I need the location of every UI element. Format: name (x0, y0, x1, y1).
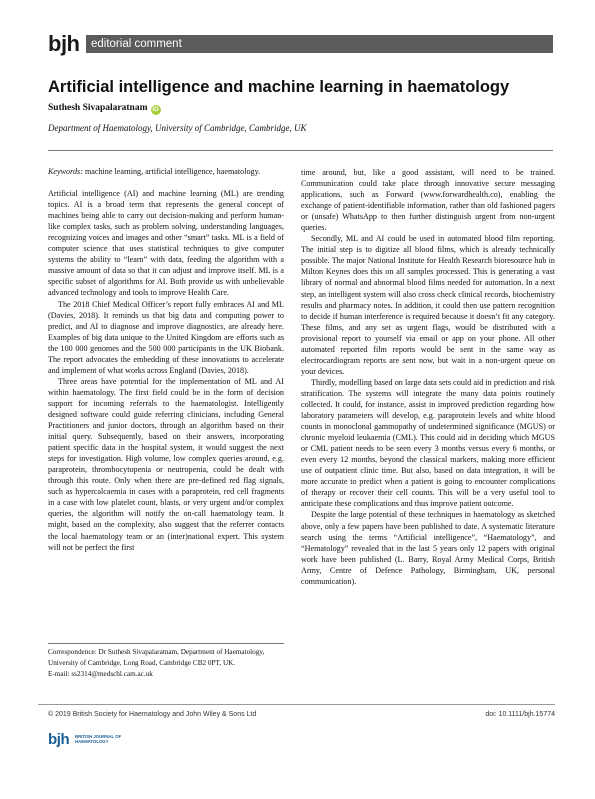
footer-logo-mark: bjh (48, 731, 70, 748)
orcid-icon[interactable]: iD (152, 106, 159, 113)
header-divider (48, 150, 553, 151)
paragraph: Secondly, ML and AI could be used in automated blood film reporting. The initial step is to digitize all blood films, which is already technically possible. The major National Institute for Health Research bioresource hub in Milton Keynes does this on all samples processed. This is generating a vast library of normal and abnormal blood films needed for automation. In a next step, an intelligent system will also cross check clinical records, biochemistry results and pharmacy notes. In addition, it could then use pattern recognition to decide if human interference is required because it doesn’t fit any category. These films, and any set as urgent flags, would be distributed with a provisional report to yourself via email or app on your phone. All other automated reported film reports would be sent in the same way as electrocardiogram reports are sent now, but wait in a non-urgent queue on your devices. (301, 234, 555, 376)
footer-divider (38, 704, 555, 705)
journal-logo: bjh (48, 31, 80, 56)
doi-link[interactable]: doi: 10.1111/bjh.15774 (485, 711, 555, 718)
author-affiliation: Department of Haematology, University of Cambridge, Cambridge, UK (48, 123, 307, 133)
author-name: Suthesh Sivapalaratnam (48, 103, 148, 113)
paragraph: Thirdly, modelling based on large data sets could aid in prediction and risk stratification. The systems will integrate the many data points routinely collected. It could, for instance, assist in improved prediction regarding how laboratory parameters will develop, e.g. paraprotein levels and white blood counts in monoclonal gammopathy of undetermined significance (MGUS) or chronic myeloid leukaemia (CML). This could aid in deciding which MGUS or CML patient needs to be seen every 3 months versus every 6 months, or even every 12 months, beyond the classical markers, making more efficient use of outpatient clinic time. But also, based on data integration, it will be more accurate to predict when a patient is going to encounter complications of therapy or recover their cell counts. This will be a very useful tool to anticipate these complications and thus improve patient outcome. (301, 377, 555, 509)
correspondence-email[interactable]: E-mail: ss2314@medschl.cam.ac.uk (48, 670, 153, 678)
right-column (301, 167, 555, 587)
left-column (48, 166, 284, 553)
correspondence-divider (48, 643, 284, 644)
paragraph: time around, but, like a good assistant, will need to be trained. Communication could take place through innovative secure messaging applications, such as Forward (www.forwardhealth.co), enabling the exchange of patient-identifiable information, rather than old fashioned pagers or (unsafe) WhatsApp to then further distinguish urgent from non-urgent queries. (301, 168, 555, 233)
author-line (48, 102, 161, 116)
paragraph: Three areas have potential for the implementation of ML and AI within haematology. The first field could be in the form of decision support for incoming referrals to the haematologist. Intelligently designed software could guide referring clinicians, including General Practitioners and junior doctors, through an algorithm based on their initial query. Subsequently, based on their answers, incorporating patient specific data in the hospital system, it would suggest the next steps for investigation. High volume, low complex queries around, e.g. paraprotein, thrombocytopenia or neutropenia, could be dealt with through this route. Only when there are pre-defined red flag signals, such as hypercalcaemia in cases with a paraprotein, red cell fragments in a case with low platelet count, blasts, or very urgent and/or complex queries, the algorithm will notify the on-call haematology team. It might, based on the complexity, also suggest that the referrer contacts the local haematology team or an (inter)national expert. This system will not be perfect the first (48, 376, 284, 552)
paragraph: Despite the large potential of these techniques in haematology as sketched above, only a few papers have been published to date. A systematic literature search using the terms “Artificial intelligence”, “Haematology”, and “Hematology” revealed that in the last 5 years only 12 papers with original work have been published (L. Barry, Royal Army Medical Corps, British Army, Centre of Defence Pathology, Birmingham, UK, personal communication). (301, 510, 555, 586)
keywords (48, 166, 284, 177)
article-title: Artificial intelligence and machine learning in haematology (48, 78, 510, 96)
footer-logo-text: BRITISH JOURNAL OF HAEMATOLOGY (75, 734, 122, 744)
copyright-notice: © 2019 British Society for Haematology and John Wiley & Sons Ltd (48, 711, 257, 718)
paragraph: Artificial intelligence (AI) and machine learning (ML) are trending topics. AI is a broad term that represents the general concept of machines being able to carry out decision-making and perform human-like complex tasks, such as problem solving, understanding languages, recognizing voices and images and other “smart” tasks. ML is a field of computer science that uses statistical techniques to give computer systems the ability to “learn” with data, feeding the algorithm with a massive amount of data so that it can adjust and improve itself. ML is a specific subset of algorithms for AI. Both provide us with unbelievable advanced technology and tools to improve Health Care. (48, 189, 284, 298)
page-header (48, 32, 553, 58)
keywords-label: Keywords: (48, 167, 83, 176)
keywords-list: machine learning, artificial intelligence, haematology. (82, 167, 261, 176)
section-label: editorial comment (91, 38, 182, 50)
paragraph: The 2018 Chief Medical Officer’s report fully embraces AI and ML (Davies, 2018). It reminds us that big data and computing power to predict, and AI to diagnose and improve diagnostics, are already here. Examples of big data unique to the United Kingdom are efforts such as the 100 000 genomes and the 500 000 participants in the UK Biobank. The report advocates the embedding of these innovations to accelerate and implement of what works across England (Davies, 2018). (48, 299, 284, 375)
correspondence-address: Correspondence: Dr Suthesh Sivapalaratnam, Department of Haematology, University of Cambridge, Long Road, Cambridge CB2 0PT, UK. (48, 648, 265, 667)
correspondence (48, 647, 284, 680)
section-banner (86, 35, 553, 53)
